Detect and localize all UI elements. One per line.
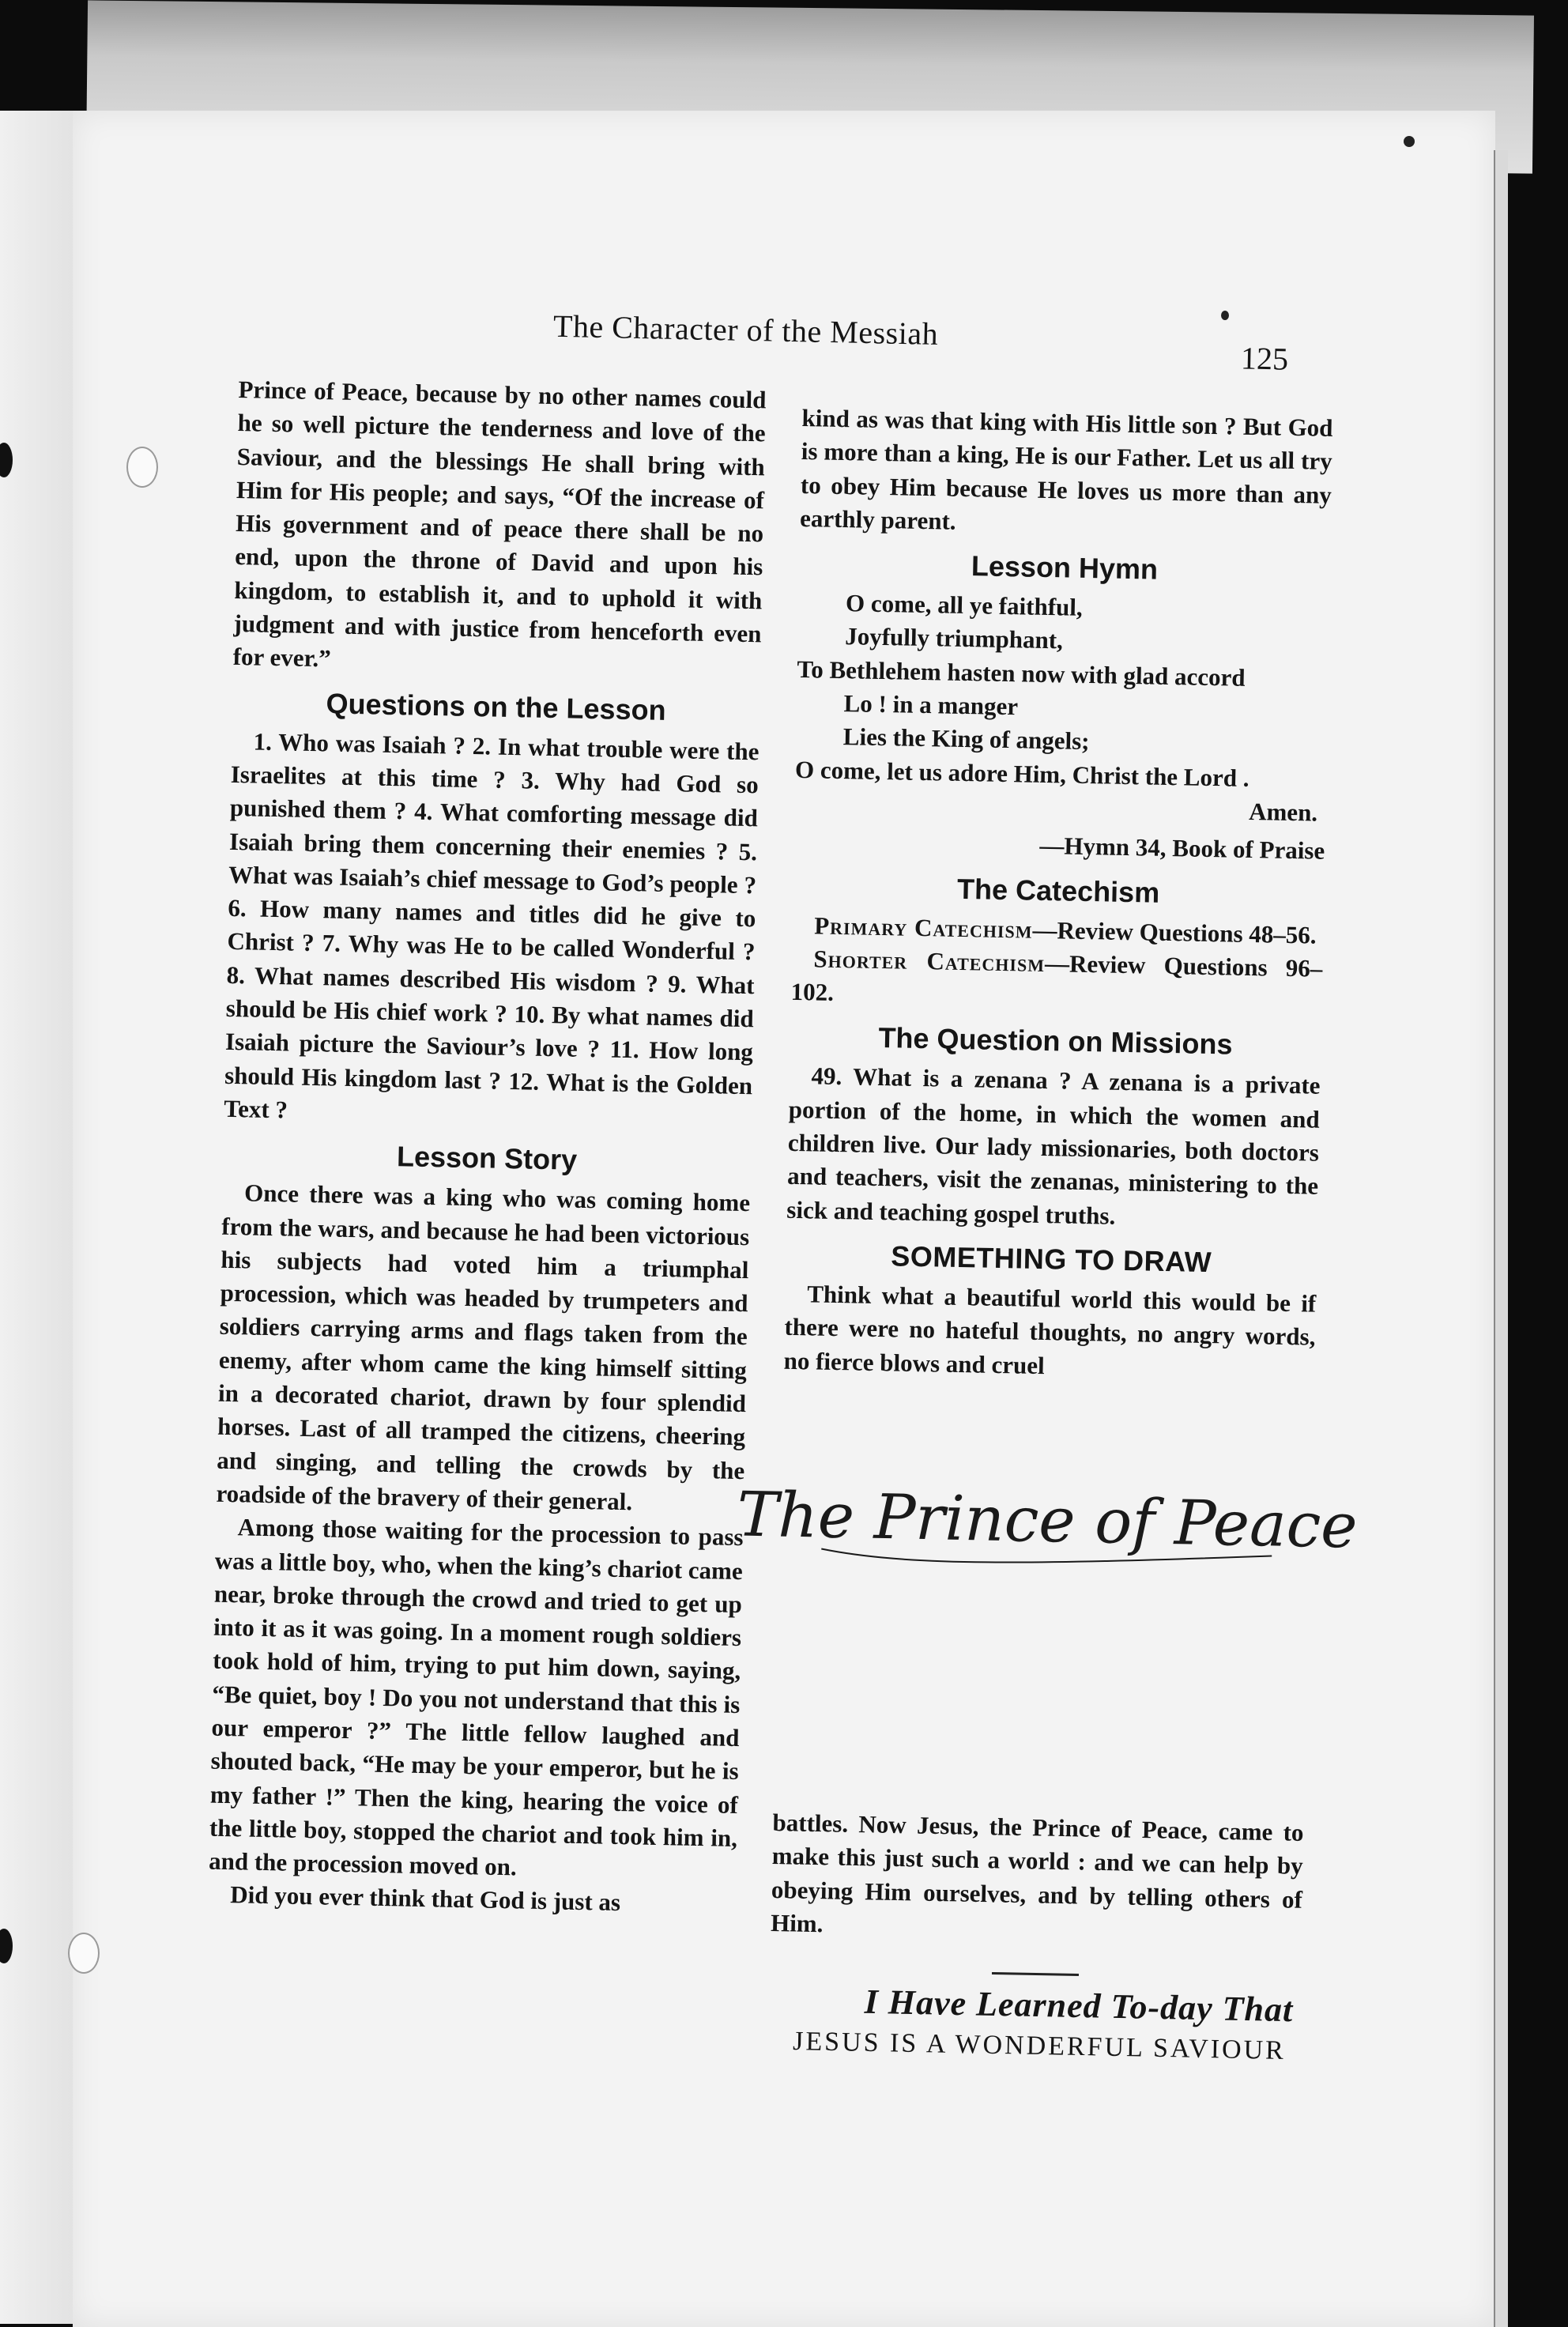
primary-catechism-label: Primary Catechism bbox=[813, 911, 1033, 944]
learned-heading: I Have Learned To-day That bbox=[864, 1982, 1294, 2030]
questions-heading: Questions on the Lesson bbox=[326, 686, 666, 726]
continuation-paragraph: kind as was that king with His little son ? But God is more than a king, He is our Father. Let us all try to obey Him because He loves us more than any earthly parent. bbox=[799, 403, 1333, 535]
hymn-line: O come, all ye faithful, bbox=[845, 589, 1084, 622]
hymn-line: O come, let us adore Him, Christ the Lord . bbox=[794, 755, 1250, 792]
ink-speck bbox=[1404, 136, 1415, 147]
shorter-catechism-text: —Review Questions 96–102. bbox=[790, 949, 1323, 1007]
missions-heading: The Question on Missions bbox=[878, 1021, 1233, 1062]
right-page-edge bbox=[1494, 150, 1508, 2327]
intro-paragraph: Prince of Peace, because by no other names could he so well picture the tenderness and love of the Saviour, and the blessings He shall bring with Him for His people; and says, “Of the increase of His government and of peace there shall be no end, upon the throne of David and upon his kingdom, to establish it, and to uphold it with judgment and with justice from henceforth even for ever.” bbox=[232, 375, 767, 673]
hymn-line: Lies the King of angels; bbox=[842, 722, 1090, 756]
hymn-line: Joyfully triumphant, bbox=[844, 622, 1064, 654]
page-number: 125 bbox=[1240, 340, 1289, 377]
running-head: The Character of the Messiah bbox=[552, 307, 939, 352]
hymn-line: Amen. bbox=[1248, 797, 1318, 827]
catechism-heading: The Catechism bbox=[956, 872, 1160, 909]
hymn-verse bbox=[794, 586, 1330, 830]
story-paragraph-1: Once there was a king who was coming home from the wars, and because he had been victorious his subjects had voted him a triumphal procession, which was headed by trumpeters and soldiers carrying arms and flags taken from the enemy, after whom came the king himself sitting in a decorated chariot, drawn by four splendid horses. Last of all tramped the citizens, cheering and singing, and telling the crowds by the roadside of the bravery of their general. bbox=[216, 1179, 751, 1516]
script-title-text: The Prince of Peace bbox=[736, 1479, 1359, 1563]
closing-paragraph: battles. Now Jesus, the Prince of Peace, came to make this just such a world : and we can help by obeying Him ourselves, and by telling others of Him. bbox=[770, 1808, 1304, 1938]
right-column-top bbox=[783, 402, 1333, 1388]
right-column-bottom bbox=[771, 1806, 1304, 1950]
hymn-source: —Hymn 34, Book of Praise bbox=[1039, 832, 1325, 866]
learned-text: JESUS IS A WONDERFUL SAVIOUR bbox=[792, 2027, 1287, 2065]
left-page-edge bbox=[0, 111, 78, 2324]
shorter-catechism-label: Shorter Catechism bbox=[813, 945, 1046, 977]
missions-paragraph: 49. What is a zenana ? A zenana is a private portion of the home, in which the women and children live. Our lady missionaries, both doctors and teachers, visit the zenanas, ministering to the sick and teaching gospel truths. bbox=[786, 1062, 1321, 1230]
questions-paragraph: 1. Who was Isaiah ? 2. In what trouble were the Israelites at this time ? 3. Why had God so punished them ? 4. What comforting message did Isaiah bring them concerning their enemies ? 5. What was Isaiah’s chief message to God’s people ? 6. How many names and titles did he give to Christ ? 7. Why was He to be called Wonderful ? 8. What names described His wisdom ? 9. What should be His chief work ? 10. By what names did Isaiah picture the Saviour’s love ? 11. How long should His kingdom last ? 12. What is the Golden Text ? bbox=[223, 727, 760, 1124]
hymn-line: To Bethlehem hasten now with glad accord bbox=[797, 654, 1246, 692]
ink-speck bbox=[1221, 311, 1229, 320]
hymn-line: Lo ! in a manger bbox=[843, 689, 1019, 721]
script-title-prince-of-peace bbox=[736, 1461, 1359, 1582]
draw-paragraph: Think what a beautiful world this would be if there were no hateful thoughts, no angry words, no fierce blows and cruel bbox=[783, 1280, 1317, 1379]
story-heading: Lesson Story bbox=[396, 1140, 578, 1177]
shorter-catechism bbox=[790, 942, 1323, 1019]
draw-heading: SOMETHING TO DRAW bbox=[890, 1239, 1212, 1279]
punch-hole-bottom bbox=[68, 1933, 100, 1974]
hymn-heading: Lesson Hymn bbox=[971, 549, 1159, 586]
story-paragraph-2: Among those waiting for the procession to pass was a little boy, who, when the king’s chariot came near, broke through the crowd and tried to get up into it as it was going. In a moment rough soldiers took hold of him, trying to put him down, saying, “Be quiet, boy ! Do you not understand that this is our emperor ?” The little fellow laughed and shouted back, “He may be your emperor, but he is my father !” Then the king, hearing the voice of the little boy, stopped the chariot and took him in, and the procession moved on. bbox=[208, 1513, 744, 1881]
story-paragraph-3: Did you ever think that God is just as bbox=[230, 1880, 621, 1917]
punch-hole-top bbox=[126, 447, 158, 488]
primary-catechism-text: —Review Questions 48–56. bbox=[1032, 915, 1317, 949]
left-column bbox=[208, 373, 767, 1922]
